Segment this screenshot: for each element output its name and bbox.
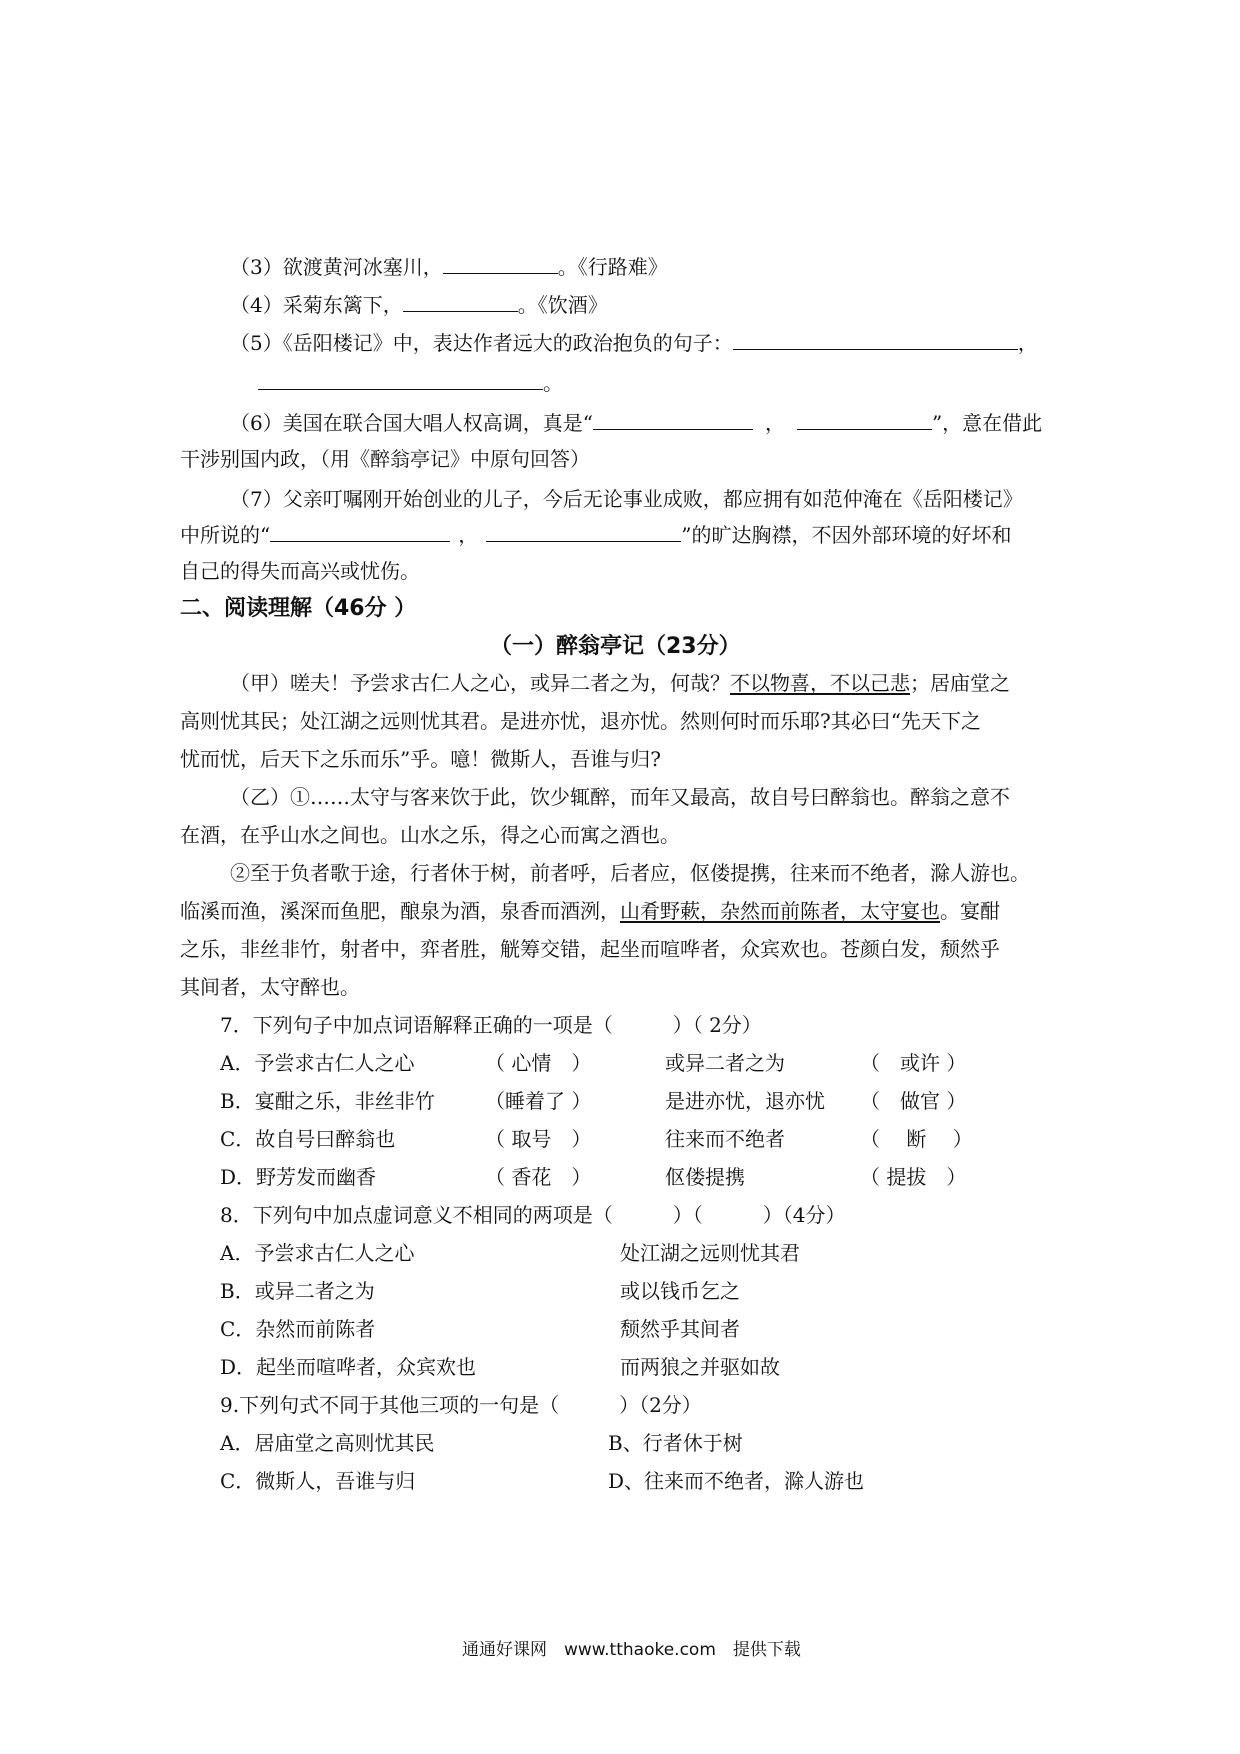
- q7-a-left: A．予尝求古仁人之心: [220, 1051, 415, 1075]
- q8-c-right: 颓然乎其间者: [620, 1317, 740, 1341]
- q8-b-right: 或以钱币乞之: [620, 1279, 740, 1303]
- q7-blank-2[interactable]: [486, 523, 681, 542]
- passage-jia-line-2: 高则忧其民；处江湖之远则忧其君。是进亦忧，退亦忧。然则何时而乐耶?其必曰“先天下之: [180, 709, 981, 733]
- section-2-heading: 二、阅读理解（46分 ）: [180, 596, 417, 621]
- q6-text: （6）美国在联合国大唱人权高调，真是“: [230, 411, 593, 435]
- q4-text: （4）采菊东篱下，: [230, 293, 403, 317]
- page-footer: 通通好课网 www.tthaoke.com 提供下载: [462, 1640, 801, 1660]
- passage-yi-line-3: ②至于负者歌于途，行者休于树，前者呼，后者应，伛偻提携，往来而不绝者，滁人游也。: [230, 861, 1030, 885]
- q7-b-right: 是进亦忧，退亦忧: [665, 1089, 825, 1113]
- q5-comma: ，: [1017, 331, 1038, 355]
- q9-option-c: C．微斯人，吾谁与归: [220, 1469, 416, 1493]
- q6-blank-2[interactable]: [797, 411, 932, 430]
- question-6: [230, 408, 1042, 438]
- q7-a-left-gloss: （ 心情 ）: [485, 1051, 592, 1075]
- q7-c-left-gloss: （ 取号 ）: [485, 1127, 592, 1151]
- question-7-fill-line-3: 自己的得失而高兴或忧伤。: [180, 559, 420, 583]
- q4-source: 。《饮酒》: [517, 293, 608, 317]
- passage-yi-underlined: 山肴野蔌，杂然而前陈者，太守宴也: [620, 899, 940, 923]
- passage-yi-text: 临溪而渔，溪深而鱼肥，酿泉为酒，泉香而酒洌，: [180, 899, 620, 923]
- q8-b-left: B．或异二者之为: [220, 1279, 375, 1303]
- q3-source: 。《行路难》: [557, 255, 668, 279]
- q8-a-left: A．予尝求古仁人之心: [220, 1241, 415, 1265]
- passage-yi-line-6: 其间者，太守醉也。: [180, 975, 360, 999]
- question-7-stem: 7．下列句子中加点词语解释正确的一项是（ ）（ 2分）: [220, 1013, 762, 1037]
- question-7-fill-line-2: [180, 520, 1011, 550]
- q7-a-right: 或异二者之为: [665, 1051, 785, 1075]
- q7-b-left: B．宴酣之乐，非丝非竹: [220, 1089, 435, 1113]
- question-7-fill: （7）父亲叮嘱刚开始创业的儿子，今后无论事业成败，都应拥有如范仲淹在《岳阳楼记》: [230, 487, 1023, 511]
- question-6-line-2: 干涉别国内政，（用《醉翁亭记》中原句回答）: [180, 447, 590, 471]
- q7-d-left: D．野芳发而幽香: [220, 1165, 377, 1189]
- passage-yi-line-4: [180, 896, 1000, 926]
- q3-text: （3）欲渡黄河冰塞川，: [230, 255, 443, 279]
- q8-d-left: D．起坐而喧哗者，众宾欢也: [220, 1355, 477, 1379]
- q6-blank-1[interactable]: [593, 411, 753, 430]
- q5-text: （5）《岳阳楼记》中，表达作者远大的政治抱负的句子：: [230, 331, 733, 355]
- question-8-stem: 8．下列句中加点虚词意义不相同的两项是（ ）（ ）（4分）: [220, 1203, 846, 1227]
- q6-text-end: ”，意在借此: [931, 411, 1043, 435]
- question-5-line-2: [258, 368, 563, 398]
- question-9-stem: 9.下列句式不同于其他三项的一句是（ ）（2分）: [220, 1393, 702, 1417]
- q7-b-right-gloss: （ 做官 ）: [860, 1089, 967, 1113]
- passage-jia-line-1: [230, 668, 1010, 698]
- q7-c-right: 往来而不绝者: [665, 1127, 785, 1151]
- q5-blank-2[interactable]: [258, 371, 543, 390]
- q7-comma: ，: [458, 523, 479, 547]
- passage-yi-line-1: （乙）①……太守与客来饮于此，饮少辄醉，而年又最高，故自号曰醉翁也。醉翁之意不: [230, 785, 1010, 809]
- q4-blank[interactable]: [403, 293, 518, 312]
- passage-jia-line-3: 忧而忧，后天下之乐而乐”乎。噫！微斯人，吾谁与归?: [180, 747, 661, 771]
- q5-blank-1[interactable]: [733, 331, 1018, 350]
- passage-jia-text-2: ；居庙堂之: [910, 671, 1010, 695]
- q3-blank[interactable]: [443, 255, 558, 274]
- q7-c-left: C．故自号曰醉翁也: [220, 1127, 396, 1151]
- q7-d-right-gloss: （ 提拔 ）: [860, 1165, 967, 1189]
- passage-jia-text: （甲）嗟夫！予尝求古仁人之心，或异二者之为，何哉？: [230, 671, 730, 695]
- question-3: [230, 252, 668, 282]
- q7-fill-text: 中所说的“: [180, 523, 271, 547]
- q7-d-right: 伛偻提携: [665, 1165, 745, 1189]
- q9-option-b: B、行者休于树: [608, 1431, 743, 1455]
- q6-comma: ，: [764, 411, 785, 435]
- q8-c-left: C．杂然而前陈者: [220, 1317, 376, 1341]
- passage-yi-line-5: 之乐，非丝非竹，射者中，弈者胜，觥筹交错，起坐而喧哗者，众宾欢也。苍颜白发，颓然乎: [180, 937, 1000, 961]
- passage-yi-line-2: 在酒，在乎山水之间也。山水之乐，得之心而寓之酒也。: [180, 823, 680, 847]
- q9-option-a: A．居庙堂之高则忧其民: [220, 1431, 435, 1455]
- q8-d-right: 而两狼之并驱如故: [620, 1355, 780, 1379]
- question-4: [230, 290, 608, 320]
- q7-c-right-gloss: （ 断 ）: [860, 1127, 973, 1151]
- q5-period: 。: [543, 371, 563, 395]
- q9-option-d: D、往来而不绝者，滁人游也: [608, 1469, 865, 1493]
- section-2-subheading: （一）醉翁亭记（23分）: [490, 634, 741, 659]
- passage-jia-underlined: 不以物喜，不以己悲: [730, 671, 910, 695]
- q7-b-left-gloss: （睡着了 ）: [485, 1089, 592, 1113]
- question-5: [230, 328, 1038, 358]
- q7-a-right-gloss: （ 或许 ）: [860, 1051, 967, 1075]
- passage-yi-text-2: 。宴酣: [940, 899, 1000, 923]
- q7-blank-1[interactable]: [270, 523, 450, 542]
- q7-fill-text-end: ”的旷达胸襟，不因外部环境的好坏和: [681, 523, 1012, 547]
- q7-d-left-gloss: （ 香花 ）: [485, 1165, 592, 1189]
- q8-a-right: 处江湖之远则忧其君: [620, 1241, 800, 1265]
